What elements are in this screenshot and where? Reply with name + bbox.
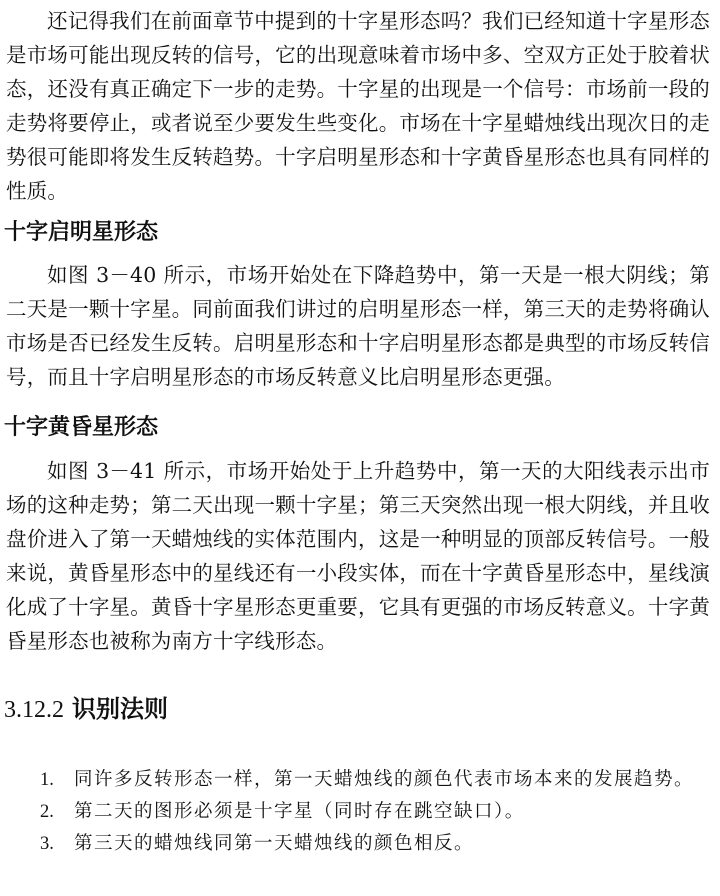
list-item-text: 第三天的蜡烛线同第一天蜡烛线的颜色相反。	[74, 833, 475, 854]
evening-doji-star-paragraph: 如图 3－41 所示，市场开始处于上升趋势中，第一天的大阳线表示出市场的这种走势；第二天出现一颗十字星；第三天突然出现一根大阴线，并且收盘价进入了第一天蜡烛线的实体范围内，这是一种明显的顶部反转信号。一般来说，黄昏星形态中的星线还有一小段实体，而在十字黄昏星形态中，星线演化成了十字星。黄昏十字星形态更重要，它具有更强的市场反转意义。十字黄昏星形态也被称为南方十字线形态。	[6, 459, 710, 653]
list-item	[40, 796, 716, 828]
list-item	[40, 764, 716, 796]
section-number: 3.12.2	[4, 697, 64, 723]
list-item-text: 第二天的图形必须是十字星（同时存在跳空缺口）。	[74, 801, 525, 822]
section-title: 识别法则	[72, 695, 168, 723]
list-item-marker: 1.	[40, 770, 54, 790]
morning-doji-star-paragraph: 如图 3－40 所示，市场开始处在下降趋势中，第一天是一根大阴线；第二天是一颗十字星。同前面我们讲过的启明星形态一样，第三天的走势将确认市场是否已经发生反转。启明星形态和十字启明星形态都是典型的市场反转信号，而且十字启明星形态的市场反转意义比启明星形态更强。	[6, 263, 710, 389]
list-item	[40, 828, 716, 860]
list-item-text: 同许多反转形态一样，第一天蜡烛线的颜色代表市场本来的发展趋势。	[74, 769, 695, 790]
list-item-marker: 2.	[40, 802, 54, 822]
list-item-marker: 3.	[40, 834, 54, 854]
intro-paragraph: 还记得我们在前面章节中提到的十字星形态吗？我们已经知道十字星形态是市场可能出现反转的信号，它的出现意味着市场中多、空双方正处于胶着状态，还没有真正确定下一步的走势。十字星的出现是一个信号：市场前一段的走势将要停止，或者说至少要发生些变化。市场在十字星蜡烛线出现次日的走势很可能即将发生反转趋势。十字启明星形态和十字黄昏星形态也具有同样的性质。	[6, 9, 710, 203]
morning-doji-star-heading: 十字启明星形态	[4, 220, 159, 245]
section-heading	[4, 693, 168, 726]
evening-doji-star-heading: 十字黄昏星形态	[4, 415, 159, 440]
identification-rules-list	[40, 764, 716, 860]
